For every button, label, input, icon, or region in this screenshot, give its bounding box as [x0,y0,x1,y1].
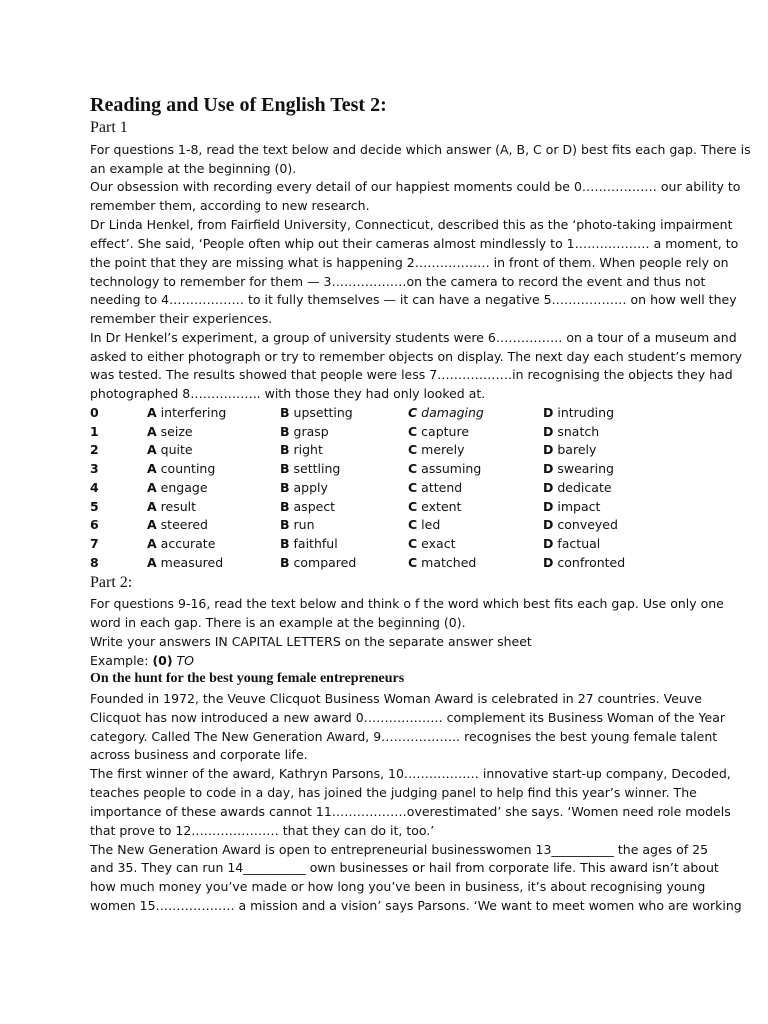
text-line: the point that they are missing what is happening 2……………… in front of them. When people rely on [90,255,729,270]
option-b: B settling [280,461,341,476]
text-line: For questions 9-16, read the text below and think o f the word which best fits each gap. Use only one [90,596,724,611]
example-line [90,653,194,668]
option-a: A result [147,499,197,514]
text-line: was tested. The results showed that people were less 7………………in recognising the objects they had [90,367,733,382]
option-a: A measured [147,555,224,570]
question-row [90,555,710,573]
example-answer: TO [176,653,195,668]
text-line: an example at the beginning (0). [90,161,297,176]
question-row [90,442,710,460]
option-a: A engage [147,480,208,495]
text-line: The New Generation Award is open to entrepreneurial businesswomen 13__________ the ages of 25 [90,842,709,857]
question-number: 7 [90,536,99,551]
question-number: 0 [90,405,99,420]
question-row [90,536,710,554]
question-row [90,499,710,517]
question-row [90,461,710,479]
option-b: B upsetting [280,405,353,420]
text-line: word in each gap. There is an example at the beginning (0). [90,615,466,630]
text-line: asked to either photograph or try to remember objects on display. The next day each student’s memory [90,349,743,364]
question-row [90,517,710,535]
option-d: D intruding [543,405,614,420]
option-d: D swearing [543,461,614,476]
option-a: A quite [147,442,193,457]
text-line: technology to remember for them — 3………………on the camera to record the event and thus not [90,274,706,289]
option-d: D factual [543,536,601,551]
text-line: Dr Linda Henkel, from Fairfield University, Connecticut, described this as the ‘photo-taking impairment [90,217,733,232]
option-b: B right [280,442,323,457]
option-d: D dedicate [543,480,612,495]
text-line: Write your answers IN CAPITAL LETTERS on the separate answer sheet [90,634,532,649]
example-number: (0) [152,653,173,668]
option-c: C capture [408,424,470,439]
example-label: Example: [90,653,149,668]
option-c: C attend [408,480,463,495]
text-line: women 15………………. a mission and a vision’ says Parsons. ‘We want to meet women who are working [90,898,742,913]
question-number: 8 [90,555,99,570]
option-c: C matched [408,555,477,570]
option-a: A accurate [147,536,216,551]
option-b: B faithful [280,536,338,551]
text-line: For questions 1-8, read the text below and decide which answer (A, B, C or D) best fits each gap. There is [90,142,751,157]
part2-heading: Part 2: [90,574,133,591]
option-a: A counting [147,461,216,476]
text-line: In Dr Henkel’s experiment, a group of university students were 6……………. on a tour of a museum and [90,330,737,345]
text-line: Our obsession with recording every detail of our happiest moments could be 0……………… our ability to [90,179,741,194]
question-number: 3 [90,461,99,476]
option-d: D confronted [543,555,626,570]
text-line: across business and corporate life. [90,747,308,762]
text-line: Clicquot has now introduced a new award 0………………. complement its Business Woman of the Year [90,710,726,725]
option-b: B compared [280,555,357,570]
option-d: D barely [543,442,597,457]
article-title: On the hunt for the best young female entrepreneurs [90,671,405,686]
text-line: The first winner of the award, Kathryn Parsons, 10……………… innovative start-up company, Decoded, [90,766,731,781]
option-d: D conveyed [543,517,618,532]
option-b: B grasp [280,424,329,439]
option-c: C assuming [408,461,482,476]
question-number: 5 [90,499,99,514]
question-row [90,405,710,423]
option-a: A seize [147,424,193,439]
option-b: B apply [280,480,328,495]
option-b: B aspect [280,499,336,514]
text-line: remember their experiences. [90,311,273,326]
option-c: C led [408,517,441,532]
question-row [90,480,710,498]
option-c: C exact [408,536,456,551]
text-line: remember them, according to new research. [90,198,370,213]
option-b: B run [280,517,315,532]
option-c: C merely [408,442,465,457]
text-line: Founded in 1972, the Veuve Clicquot Business Woman Award is celebrated in 27 countries. Veuve [90,691,702,706]
text-line: category. Called The New Generation Award, 9………………. recognises the best young female talent [90,729,718,744]
option-d: D snatch [543,424,600,439]
option-a: A steered [147,517,208,532]
option-c: C extent [408,499,462,514]
text-line: needing to 4……………… to it fully themselves — it can have a negative 5……………… on how well they [90,292,737,307]
text-line: effect’. She said, ‘People often whip out their cameras almost mindlessly to 1……………… a moment, to [90,236,739,251]
text-line: and 35. They can run 14__________ own businesses or hail from corporate life. This award isn’t about [90,860,719,875]
document-title: Reading and Use of English Test 2: [90,94,387,116]
text-line: photographed 8…………….. with those they had only looked at. [90,386,486,401]
option-c: C damaging [408,405,484,420]
question-number: 4 [90,480,99,495]
text-line: how much money you’ve made or how long you’ve been in business, it’s about recognising young [90,879,706,894]
text-line: importance of these awards cannot 11………………overestimated’ she says. ‘Women need role models [90,804,731,819]
text-line: that prove to 12………………… that they can do it, too.’ [90,823,435,838]
question-number: 2 [90,442,99,457]
question-number: 6 [90,517,99,532]
text-line: teaches people to code in a day, has joined the judging panel to help find this year’s winner. The [90,785,697,800]
part1-heading: Part 1 [90,119,128,136]
question-row [90,424,710,442]
option-d: D impact [543,499,601,514]
option-a: A interfering [147,405,227,420]
question-number: 1 [90,424,99,439]
